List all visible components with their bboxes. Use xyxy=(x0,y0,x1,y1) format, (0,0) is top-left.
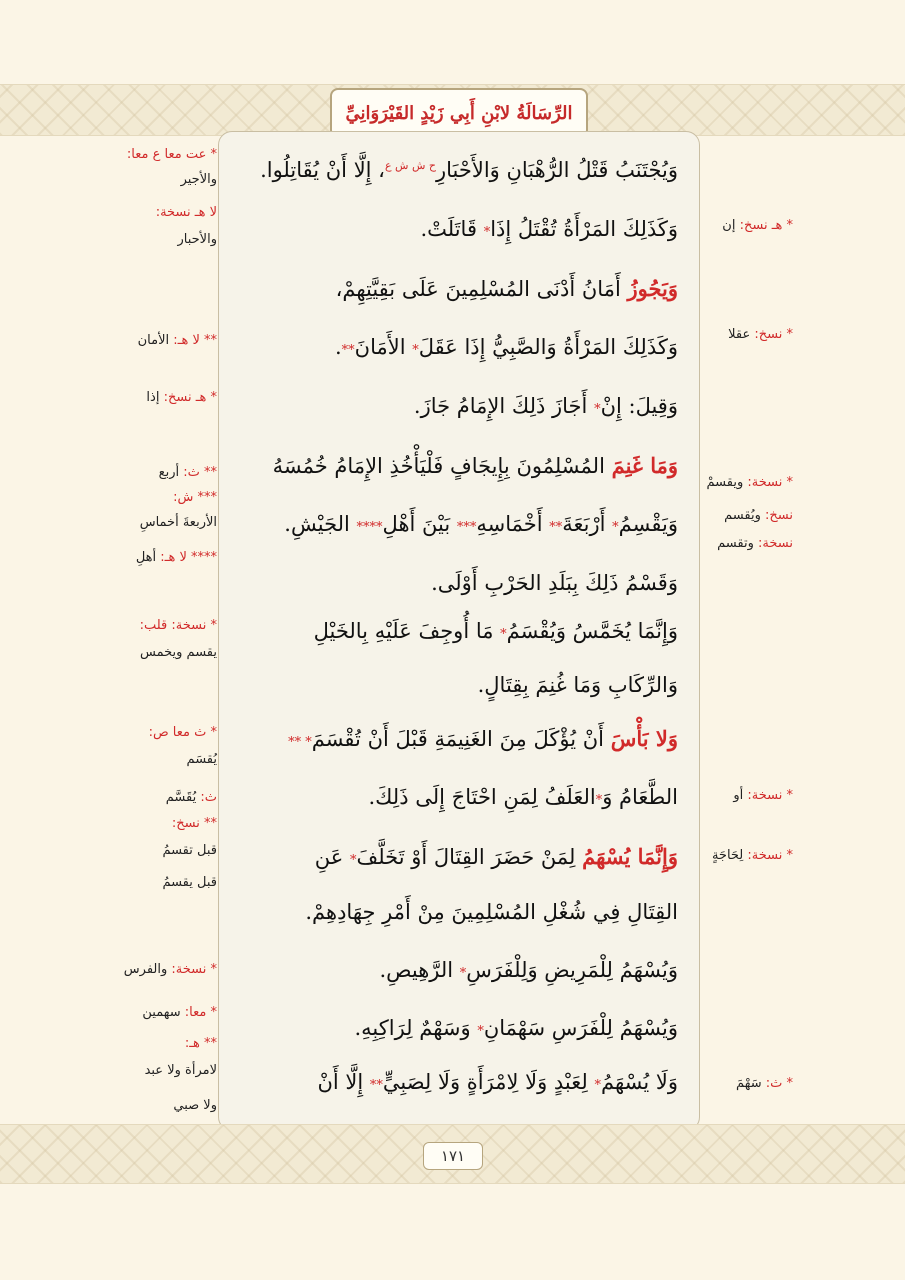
section-keyword: وَلا بَأْسَ xyxy=(610,725,678,751)
margin-note: * عت معا ع معا: xyxy=(126,147,217,162)
note-marker: * xyxy=(594,402,601,417)
margin-note: * نسخ: عقلا xyxy=(728,327,793,342)
margin-note: * هـ نسخ: إذا xyxy=(146,390,217,405)
line-text xyxy=(414,394,678,418)
note-marker: * xyxy=(595,793,603,808)
margin-note: **** لا هـ: أهلِ xyxy=(135,550,217,565)
text-line xyxy=(232,601,678,661)
text-line xyxy=(232,1052,678,1112)
text-segment: أَمَانُ أَدْنَى المُسْلِمِينَ عَلَى بَقِيَّتِهِمْ، xyxy=(335,276,628,301)
text-segment: وَكَذَلِكَ المَرْأَةُ وَالصَّبِيُّ إِذَا عَقَلَ xyxy=(418,335,678,359)
line-text xyxy=(273,453,678,478)
margin-note: ** هـ: xyxy=(184,1036,217,1051)
text-segment: ، إِلَّا أَنْ يُقَاتِلُوا. xyxy=(260,158,385,182)
text-line xyxy=(232,998,678,1058)
text-segment: لِعَبْدٍ وَلَا لِامْرَأَةٍ وَلَا لِصَبِيٍّ xyxy=(382,1070,595,1094)
margin-note: *** ش: xyxy=(173,490,217,505)
note-marker: * xyxy=(612,520,619,535)
margin-note: والأحبار xyxy=(177,232,217,247)
text-segment: . xyxy=(334,335,342,359)
text-line xyxy=(232,826,678,886)
margin-note: قبل يقسمُ xyxy=(162,875,217,890)
note-marker: **** xyxy=(356,520,383,535)
text-line xyxy=(232,258,678,318)
text-segment: مَا أُوجِفَ عَلَيْهِ بِالخَيْلِ xyxy=(313,619,501,643)
note-marker: * xyxy=(459,966,467,981)
margin-note: * نسخة: قلب: xyxy=(139,618,217,633)
page-header-title: الرِّسَالَةُ لابْنِ أَبِي زَيْدٍ القَيْرَوَانِيِّ xyxy=(330,88,588,138)
margin-note: ** لا هـ: الأمان xyxy=(137,333,217,348)
line-text xyxy=(284,512,678,536)
text-line xyxy=(232,940,678,1000)
note-marker: *** xyxy=(456,520,477,535)
text-segment: أَرْبَعَةَ xyxy=(562,512,613,536)
text-segment: وَالرِّكَابِ وَمَا غُنِمَ بِقِتَالٍ. xyxy=(477,673,678,697)
line-text xyxy=(317,1070,678,1094)
note-marker: ** xyxy=(369,1078,383,1093)
line-text xyxy=(431,571,678,595)
note-marker: * ** xyxy=(288,734,312,750)
margin-note: * نسخة: ويقسمْ xyxy=(706,475,793,490)
text-line xyxy=(232,767,678,827)
text-segment: وَيُسْهَمُ لِلْمَرِيضِ وَلِلْفَرَسِ xyxy=(466,958,678,982)
text-segment: وَيُجْتَنَبُ قَتْلُ الرُّهْبَانِ وَالأَحْبَارِ xyxy=(435,158,678,182)
text-line xyxy=(232,708,678,768)
line-text xyxy=(379,958,678,982)
line-text xyxy=(288,726,678,751)
margin-note: * نسخة: لِحَاجَةٍ xyxy=(711,848,793,863)
section-keyword: وَيَجُوزُ xyxy=(627,275,678,301)
line-text xyxy=(336,276,678,301)
text-segment: وَسَهْمٌ لِرَاكِبِهِ. xyxy=(354,1016,478,1040)
note-marker: * xyxy=(594,1078,601,1093)
text-line xyxy=(232,435,678,495)
text-segment: إِلَّا أَنْ xyxy=(317,1070,370,1094)
page-number: ١٧١ xyxy=(423,1142,483,1170)
text-line xyxy=(232,199,678,259)
note-marker: ** xyxy=(549,520,563,535)
line-text xyxy=(478,673,678,697)
margin-note: * هـ نسخ: إن xyxy=(722,218,793,233)
margin-note: ** ث: أربع xyxy=(158,465,217,480)
text-segment: المُسْلِمُونَ بِإِيجَافٍ فَلْيَأْخُذِ الإِمَامُ خُمُسَهُ xyxy=(272,453,612,478)
text-segment: القِتَالِ فِي شُغْلِ المُسْلِمِينَ مِنْ أَمْرِ جِهَادِهِمْ. xyxy=(305,900,678,924)
text-segment: أَخْمَاسِهِ xyxy=(476,512,550,536)
margin-note: نسخ: ويُقسم xyxy=(724,508,793,523)
margin-note: الأربعةَ أخماسِ xyxy=(139,515,217,530)
text-segment: أَجَازَ ذَلِكَ الإِمَامُ جَازَ. xyxy=(413,394,595,418)
text-segment: الطَّعَامُ وَ xyxy=(602,785,678,809)
text-line xyxy=(232,882,678,942)
margin-note: يقسم ويخمس xyxy=(140,645,217,660)
margin-note: * نسخة: والفرس xyxy=(123,962,217,977)
manuscript-siglum: ح ش ش ع xyxy=(384,159,436,172)
section-keyword: وَإِنَّمَا يُسْهَمُ xyxy=(582,843,678,869)
text-segment: وَلَا يُسْهَمُ xyxy=(600,1070,678,1094)
margin-note: والأجير xyxy=(180,172,217,187)
margin-note: قبل تقسمُ xyxy=(162,843,217,858)
text-segment: لِمَنْ حَضَرَ القِتَالَ أَوْ تَخَلَّفَ xyxy=(356,844,583,869)
text-segment: وَكَذَلِكَ المَرْأَةُ تُقْتَلُ إِذَا xyxy=(490,217,678,241)
margin-note: * معا: سهمين xyxy=(142,1005,217,1020)
note-marker: ** xyxy=(341,343,355,358)
line-text xyxy=(420,217,678,241)
line-text xyxy=(335,335,678,359)
line-text xyxy=(354,1016,678,1040)
margin-note: * ث معا ص: xyxy=(148,725,217,740)
text-segment: قَاتَلَتْ. xyxy=(420,217,484,241)
margin-note: ** نسخ: xyxy=(171,816,217,831)
text-line xyxy=(232,140,678,200)
section-keyword: وَمَا غَنِمَ xyxy=(611,452,678,478)
line-text xyxy=(314,619,678,643)
text-segment: العَلَفُ لِمَنِ احْتَاجَ إِلَى ذَلِكَ. xyxy=(368,785,596,809)
text-line xyxy=(232,376,678,436)
margin-note: لا هـ نسخة: xyxy=(155,205,217,220)
text-segment: بَيْنَ أَهْلِ xyxy=(382,512,457,536)
margin-note: ث: يُقَسَّم xyxy=(165,790,217,805)
text-segment: وَقِيلَ: إِنْ xyxy=(600,394,678,418)
margin-note: * نسخة: أو xyxy=(733,788,793,803)
margin-note: ولا صبي xyxy=(173,1098,217,1113)
line-text xyxy=(305,900,678,924)
margin-note: يُقسَم xyxy=(186,752,217,767)
text-segment: وَقَسْمُ ذَلِكَ بِبَلَدِ الحَرْبِ أَوْلَى. xyxy=(431,571,678,595)
margin-note: * ث: سَهْمَ xyxy=(736,1076,793,1091)
text-segment: الرَّهِيصِ. xyxy=(379,958,460,982)
text-segment: وَيَقْسِمُ xyxy=(618,512,678,536)
line-text xyxy=(260,158,678,182)
text-segment: عَنِ xyxy=(314,844,350,869)
note-marker: * xyxy=(483,225,491,240)
note-marker: * xyxy=(500,627,507,642)
text-line xyxy=(232,494,678,554)
text-segment: أَنْ يُؤْكَلَ مِنَ الغَنِيمَةِ قَبْلَ أَنْ تُقْسَمَ xyxy=(311,726,611,751)
text-line xyxy=(232,317,678,377)
note-marker: * xyxy=(412,343,419,358)
text-segment: وَيُسْهَمُ لِلْفَرَسِ سَهْمَانِ xyxy=(483,1016,678,1040)
text-segment: وَإِنَّمَا يُخَمَّسُ وَيُقْسَمُ xyxy=(506,619,678,643)
text-segment: الجَيْشِ. xyxy=(284,512,357,536)
line-text xyxy=(368,785,678,809)
text-line xyxy=(232,655,678,715)
note-marker: * xyxy=(349,852,357,868)
text-segment: الأَمَانَ xyxy=(354,335,413,359)
line-text xyxy=(315,844,678,869)
note-marker: * xyxy=(477,1024,484,1039)
margin-note: لامرأة ولا عبد xyxy=(144,1063,217,1078)
margin-note: نسخة: وتقسم xyxy=(717,536,793,551)
